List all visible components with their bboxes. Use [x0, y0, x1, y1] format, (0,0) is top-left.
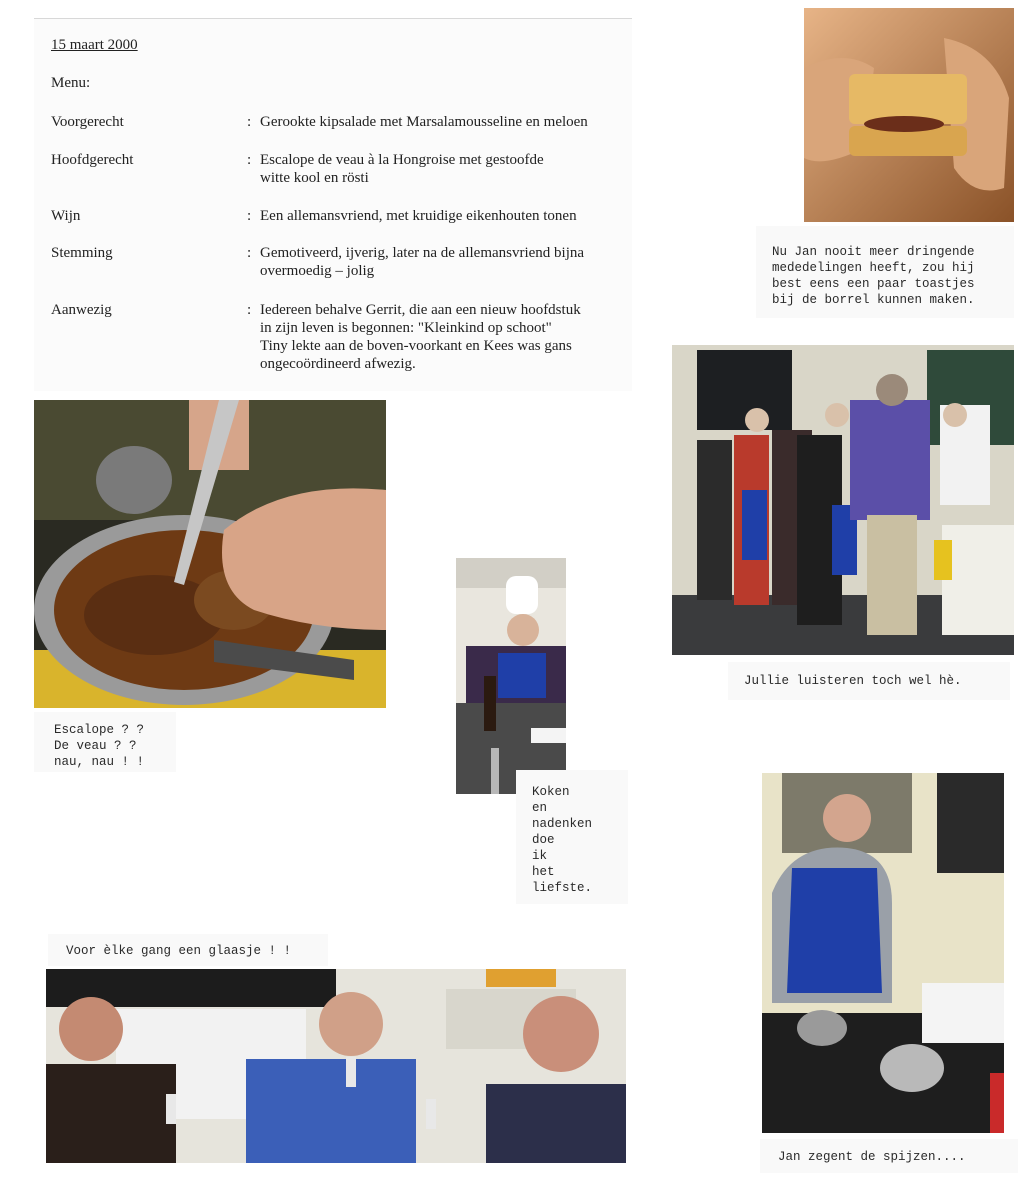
menu-row-colon: :	[247, 114, 252, 130]
photo-jan-image	[762, 773, 1004, 1133]
menu-card	[34, 18, 632, 391]
photo-three-men-image	[46, 969, 626, 1163]
menu-row-label: Hoofdgerecht	[51, 152, 134, 168]
photo-frying-pan	[34, 400, 386, 708]
photo-toast	[804, 8, 1014, 222]
menu-row-label: Wijn	[51, 208, 81, 224]
menu-row-value: Gerookte kipsalade met Marsalamousseline en meloen	[260, 114, 588, 130]
caption-glass: Voor èlke gang een glaasje ! !	[48, 934, 328, 966]
photo-three-men	[46, 969, 626, 1163]
photo-group-image	[672, 345, 1014, 655]
caption-bless: Jan zegent de spijzen....	[760, 1139, 1018, 1173]
caption-listen: Jullie luisteren toch wel hè.	[728, 662, 1010, 700]
photo-pan-image	[34, 400, 386, 708]
menu-row-colon: :	[247, 245, 252, 261]
menu-row-value: Een allemansvriend, met kruidige eikenhouten tonen	[260, 208, 577, 224]
menu-row-label: Stemming	[51, 245, 113, 261]
menu-date: 15 maart 2000	[51, 37, 138, 53]
photo-chef	[456, 558, 566, 794]
menu-row-colon: :	[247, 302, 252, 318]
menu-row-value: Gemotiveerd, ijverig, later na de allemansvriend bijna overmoedig – jolig	[260, 245, 585, 279]
photo-group-chalkboard	[672, 345, 1014, 655]
photo-jan-stove	[762, 773, 1004, 1133]
caption-toast: Nu Jan nooit meer dringende mededelingen heeft, zou hij best eens een paar toastjes bij de borrel kunnen maken.	[756, 226, 1014, 318]
menu-row-label: Voorgerecht	[51, 114, 124, 130]
caption-cook: Koken en nadenken doe ik het liefste.	[516, 770, 628, 904]
photo-chef-image	[456, 558, 566, 794]
menu-row-label: Aanwezig	[51, 302, 112, 318]
menu-row-colon: :	[247, 152, 252, 168]
menu-heading: Menu:	[51, 75, 91, 91]
menu-row-colon: :	[247, 208, 252, 224]
menu-row-value: Escalope de veau à la Hongroise met gestoofde witte kool en rösti	[260, 152, 544, 186]
photo-toast-image	[804, 8, 1014, 222]
caption-escalope: Escalope ? ? De veau ? ? nau, nau ! !	[34, 712, 176, 772]
menu-row-value: Iedereen behalve Gerrit, die aan een nieuw hoofdstuk in zijn leven is begonnen: "Kleinkind op schoot" Tiny lekte aan de boven-voorkant en Kees was gans ongecoördineerd afwezig.	[260, 302, 581, 372]
